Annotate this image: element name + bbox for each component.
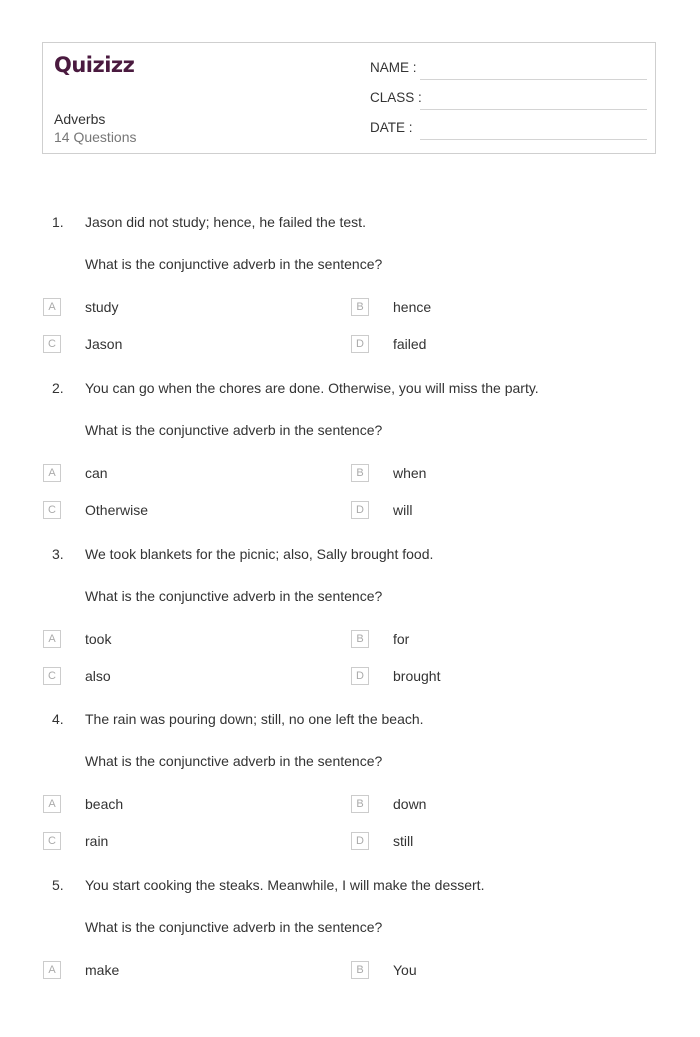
date-field: [370, 120, 647, 140]
option-text: You: [393, 962, 417, 978]
option-text: down: [393, 796, 427, 812]
option-letter: D: [351, 501, 369, 519]
option-text: took: [85, 631, 112, 647]
question-prompt: What is the conjunctive adverb in the sentence?: [85, 753, 383, 769]
option-text: when: [393, 465, 427, 481]
option-text: make: [85, 962, 120, 978]
class-label: CLASS :: [370, 90, 422, 105]
option-letter: A: [43, 630, 61, 648]
option-letter: A: [43, 298, 61, 316]
question-4: [0, 711, 700, 871]
option-letter: C: [43, 667, 61, 685]
option-letter: A: [43, 961, 61, 979]
option-letter: B: [351, 961, 369, 979]
question-prompt: What is the conjunctive adverb in the sentence?: [85, 256, 383, 272]
option-text: brought: [393, 668, 441, 684]
question-text: We took blankets for the picnic; also, Sally brought food.: [85, 546, 434, 562]
option-letter: D: [351, 667, 369, 685]
question-text: Jason did not study; hence, he failed the test.: [85, 214, 366, 230]
option-text: hence: [393, 299, 432, 315]
question-text: The rain was pouring down; still, no one left the beach.: [85, 711, 424, 727]
class-line: [420, 109, 647, 110]
name-label: NAME :: [370, 60, 417, 75]
question-5: [0, 877, 700, 1037]
option-letter: B: [351, 630, 369, 648]
option-letter: B: [351, 795, 369, 813]
option-letter: D: [351, 335, 369, 353]
option-text: rain: [85, 833, 109, 849]
option-letter: A: [43, 795, 61, 813]
question-2: [0, 380, 700, 540]
worksheet-title: Adverbs: [54, 111, 106, 127]
option-letter: B: [351, 464, 369, 482]
option-text: for: [393, 631, 410, 647]
question-text: You can go when the chores are done. Otherwise, you will miss the party.: [85, 380, 539, 396]
question-count: 14 Questions: [54, 129, 137, 145]
option-text: failed: [393, 336, 427, 352]
option-text: beach: [85, 796, 124, 812]
option-letter: C: [43, 832, 61, 850]
option-text: also: [85, 668, 111, 684]
option-text: study: [85, 299, 119, 315]
class-field: [370, 90, 647, 110]
worksheet-header: [42, 42, 656, 154]
question-number: 1.: [52, 214, 64, 230]
question-1: [0, 214, 700, 374]
option-letter: B: [351, 298, 369, 316]
question-number: 4.: [52, 711, 64, 727]
option-text: Jason: [85, 336, 123, 352]
question-3: [0, 546, 700, 706]
option-text: will: [393, 502, 413, 518]
option-letter: C: [43, 335, 61, 353]
quizizz-logo: Quizizz: [54, 53, 135, 77]
question-number: 2.: [52, 380, 64, 396]
option-letter: A: [43, 464, 61, 482]
question-prompt: What is the conjunctive adverb in the sentence?: [85, 919, 383, 935]
name-field: [370, 60, 647, 80]
date-label: DATE :: [370, 120, 413, 135]
option-letter: C: [43, 501, 61, 519]
name-line: [420, 79, 647, 80]
date-line: [420, 139, 647, 140]
question-prompt: What is the conjunctive adverb in the sentence?: [85, 422, 383, 438]
option-text: still: [393, 833, 414, 849]
question-number: 5.: [52, 877, 64, 893]
option-letter: D: [351, 832, 369, 850]
option-text: can: [85, 465, 108, 481]
question-number: 3.: [52, 546, 64, 562]
option-text: Otherwise: [85, 502, 149, 518]
question-prompt: What is the conjunctive adverb in the sentence?: [85, 588, 383, 604]
question-text: You start cooking the steaks. Meanwhile, I will make the dessert.: [85, 877, 485, 893]
